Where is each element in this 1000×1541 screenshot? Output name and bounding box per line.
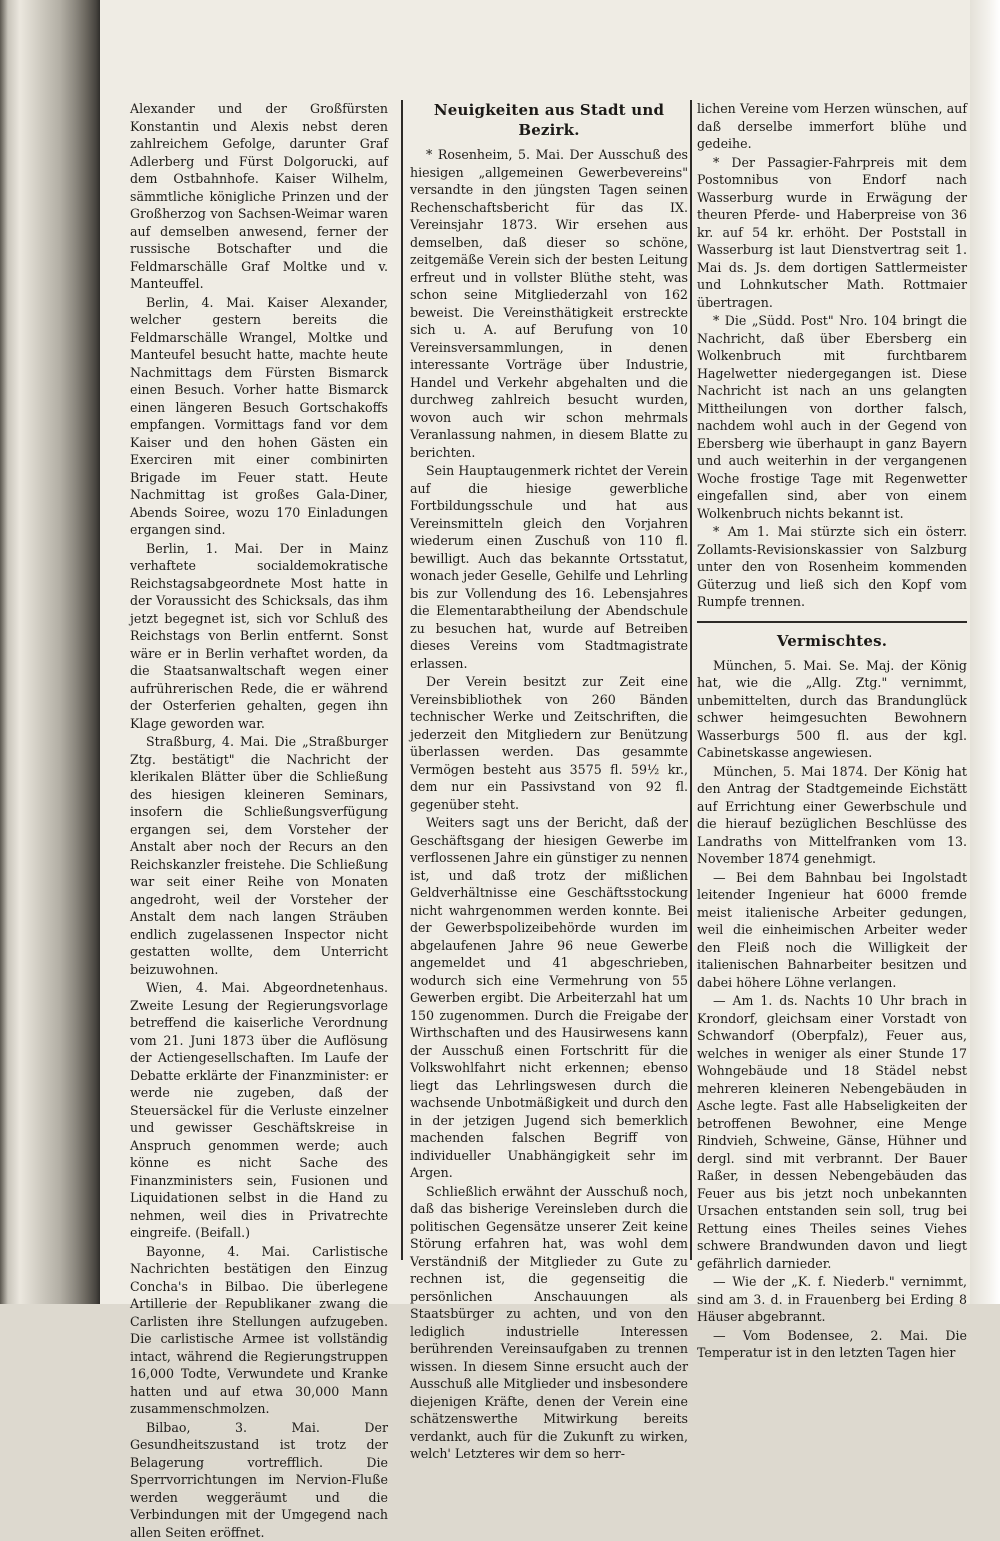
section-divider — [697, 621, 967, 623]
article-paragraph: München, 5. Mai. Se. Maj. der König hat, wie die „Allg. Ztg." vernimmt, unbemittelten, durch das Brandunglück schwer heimgesuchten Bewohnern Wasserburgs 500 fl. aus der kgl. Cabinetskasse angewiesen. — [697, 657, 967, 762]
article-paragraph: Schließlich erwähnt der Ausschuß noch, daß das bisherige Vereinsleben durch die politischen Gegensätze unserer Zeit keine Störung erfahren hat, was wohl dem Verständniß der Mitglieder zu Gute zu rechnen ist, die gegenseitig die persönlichen Anschauungen als Staatsbürger zu achten, und von den lediglich industrielle Interessen berührenden Vereinsaufgaben zu trennen wissen. In diesem Sinne ersucht auch der Ausschuß alle Mitglieder und insbesondere diejenigen Kräfte, denen der Verein eine schätzenswerthe Mitwirkung bereits verdankt, auch für die Zukunft zu wirken, welch' Letzteres wir dem so herr- — [410, 1183, 688, 1463]
article-paragraph: * Rosenheim, 5. Mai. Der Ausschuß des hiesigen „allgemeinen Gewerbevereins" versandte in den jüngsten Tagen seinen Rechenschaftsbericht für das IX. Vereinsjahr 1873. Wir ersehen aus demselben, daß dieser so schöne, zeitgemäße Verein sich der besten Leitung erfreut und in vollster Blüthe steht, was schon seine Mitgliederzahl von 162 beweist. Die Vereinsthätigkeit erstreckte sich u. A. auf Berufung von 10 Vereinsversammlungen, in denen interessante Vorträge über Industrie, Handel und Verkehr abgehalten und die durchweg zahlreich besucht wurden, wovon auch wir schon mehrmals Veranlassung nahmen, in diesem Blatte zu berichten. — [410, 146, 688, 461]
article-paragraph: Straßburg, 4. Mai. Die „Straßburger Ztg. bestätigt" die Nachricht der klerikalen Blätter über die Schließung des hiesigen kleineren Seminars, insofern die Schließungsverfügung ergangen sei, dem Vorsteher der Anstalt aber noch der Recurs an den Reichskanzler freistehe. Die Schließung war seit einer Reihe von Monaten angedroht, weil der Vorsteher der Anstalt dem nach langen Sträuben endlich zugelassenen Inspector nicht gestatten wollte, dem Unterricht beizuwohnen. — [130, 733, 388, 978]
article-paragraph: Der Verein besitzt zur Zeit eine Vereinsbibliothek von 260 Bänden technischer Werke und Zeitschriften, die jederzeit den Mitgliedern zur Benützung überlassen werden. Das gesammte Vermögen besteht aus 3575 fl. 59½ kr., dem nur ein Passivstand von 92 fl. gegenüber steht. — [410, 673, 688, 813]
article-paragraph: Bayonne, 4. Mai. Carlistische Nachrichten bestätigen den Einzug Concha's in Bilbao. Die überlegene Artillerie der Republikaner zwang die Carlisten ihre Stellungen aufzugeben. Die carlistische Armee ist vollständig intact, während die Regierungstruppen 16,000 Todte, Verwundete und Kranke hatten und auf etwa 30,000 Mann zusammenschmolzen. — [130, 1243, 388, 1418]
section-heading-miscellaneous: Vermischtes. — [697, 631, 967, 651]
column-rule-left — [401, 100, 403, 1260]
column-right — [697, 100, 967, 1290]
article-paragraph: Sein Hauptaugenmerk richtet der Verein auf die hiesige gewerbliche Fortbildungsschule und hat aus Vereinsmitteln gleich den Vorjahren wiederum einen Zuschuß von 110 fl. bewilligt. Auch das bekannte Ortsstatut, wonach jeder Geselle, Gehilfe und Lehrling bis zur Vollendung des 16. Lebensjahres die Elementarabtheilung der Abendschule zu besuchen hat, wurde auf Betreiben dieses Vereins vom Stadtmagistrate erlassen. — [410, 462, 688, 672]
article-paragraph: — Wie der „K. f. Niederb." vernimmt, sind am 3. d. in Frauenberg bei Erding 8 Häuser abgebrannt. — [697, 1273, 967, 1326]
article-paragraph: * Die „Südd. Post" Nro. 104 bringt die Nachricht, daß über Ebersberg ein Wolkenbruch mit furchtbarem Hagelwetter niedergegangen ist. Diese Nachricht ist nach an uns gelangten Mittheilungen von dorther falsch, nachdem wohl auch in der Gegend von Ebersberg wie überhaupt in ganz Bayern und auch weiterhin in der vergangenen Woche frostige Tage mit Regenwetter eingefallen sind, aber von einem Wolkenbruch nichts bekannt ist. — [697, 312, 967, 522]
article-paragraph: — Bei dem Bahnbau bei Ingolstadt leitender Ingenieur hat 6000 fremde meist italienische Arbeiter gedungen, weil die einheimischen Arbeiter weder den Fleiß noch die Willigkeit der italienischen Bahnarbeiter besitzen und dabei höhere Löhne verlangen. — [697, 869, 967, 992]
article-paragraph: Berlin, 4. Mai. Kaiser Alexander, welcher gestern bereits die Feldmarschälle Wrangel, Moltke und Manteufel besucht hatte, machte heute Nachmittags dem Fürsten Bismarck einen Besuch. Vorher hatte Bismarck einen längeren Besuch Gortschakoffs empfangen. Vormittags fand vor dem Kaiser und den hohen Gästen ein Exerciren mit einer combinirten Brigade im Feuer statt. Heute Nachmittag ist großes Gala-Diner, Abends Soiree, wozu 170 Einladungen ergangen sind. — [130, 294, 388, 539]
article-paragraph: Bilbao, 3. Mai. Der Gesundheitszustand ist trotz der Belagerung vortrefflich. Die Sperrvorrichtungen im Nervion-Fluße werden weggeräumt und die Verbindungen mit der Umgegend nach allen Seiten eröffnet. — [130, 1419, 388, 1541]
article-paragraph: Berlin, 1. Mai. Der in Mainz verhaftete socialdemokratische Reichstagsabgeordnete Most hatte in der Voraussicht des Schicksals, das ihm jetzt begegnet ist, sich vor Schluß des Reichstags von Berlin entfernt. Sonst wäre er in Berlin verhaftet worden, da die Staatsanwaltschaft wegen einer aufrührerischen Rede, die er während der Osterferien gehalten, gegen ihn Klage geworden war. — [130, 540, 388, 733]
column-left — [130, 100, 388, 1290]
article-paragraph: lichen Vereine vom Herzen wünschen, auf daß derselbe immerfort blühe und gedeihe. — [697, 100, 967, 153]
article-paragraph: Wien, 4. Mai. Abgeordnetenhaus. Zweite Lesung der Regierungsvorlage betreffend die kaiserliche Verordnung vom 21. Juni 1873 über die Auflösung der Actiengesellschaften. Im Laufe der Debatte erklärte der Finanzminister: er werde nie zugeben, daß der Steuersäckel für die Verluste einzelner und gewisser Geschäftskreise in Anspruch genommen werde; auch könne es nicht Sache des Finanzministers sein, Fusionen und Liquidationen selbst in die Hand zu nehmen, weil dies in Privatrechte eingreife. (Beifall.) — [130, 979, 388, 1242]
article-paragraph: * Der Passagier-Fahrpreis mit dem Postomnibus von Endorf nach Wasserburg wurde in Erwägung der theuren Pferde- und Haberpreise von 36 kr. auf 54 kr. erhöht. Der Poststall in Wasserburg ist laut Dienstvertrag seit 1. Mai ds. Js. dem dortigen Sattlermeister und Lohnkutscher Math. Rottmaier übertragen. — [697, 154, 967, 312]
section-heading-local-news: Neuigkeiten aus Stadt und Bezirk. — [410, 100, 688, 140]
article-paragraph: — Vom Bodensee, 2. Mai. Die Temperatur ist in den letzten Tagen hier — [697, 1327, 967, 1362]
article-paragraph: München, 5. Mai 1874. Der König hat den Antrag der Stadtgemeinde Eichstätt auf Errichtung einer Gewerbschule und die hierauf bezüglichen Beschlüsse des Landraths von Mittelfranken vom 13. November 1874 genehmigt. — [697, 763, 967, 868]
article-paragraph: Alexander und der Großfürsten Konstantin und Alexis nebst deren zahlreichem Gefolge, darunter Graf Adlerberg und Fürst Dolgorucki, auf dem Ostbahnhofe. Kaiser Wilhelm, sämmtliche königliche Prinzen und der Großherzog von Sachsen-Weimar waren auf demselben anwesend, ferner der russische Botschafter und die Feldmarschälle Graf Moltke und v. Manteuffel. — [130, 100, 388, 293]
article-paragraph: — Am 1. ds. Nachts 10 Uhr brach in Krondorf, gleichsam einer Vorstadt von Schwandorf (Oberpfalz), Feuer aus, welches in weniger als einer Stunde 17 Wohngebäude und 18 Städel nebst mehreren kleineren Nebengebäuden in Asche legte. Fast alle Habseligkeiten der betroffenen Bewohner, eine Menge Rindvieh, Schweine, Gänse, Hühner und dergl. sind mit verbrannt. Der Bauer Raßer, in dessen Nebengebäuden das Feuer aus bis jetzt noch unbekannten Ursachen entstanden sein soll, trug bei Rettung eines Theiles seines Viehes schwere Brandwunden davon und liegt gefährlich darnieder. — [697, 992, 967, 1272]
article-paragraph: * Am 1. Mai stürzte sich ein österr. Zollamts-Revisionskassier von Salzburg unter den von Rosenheim kommenden Güterzug und ließ sich den Kopf vom Rumpfe trennen. — [697, 523, 967, 611]
article-paragraph: Weiters sagt uns der Bericht, daß der Geschäftsgang der hiesigen Gewerbe im verflossenen Jahre ein günstiger zu nennen ist, und daß trotz der mißlichen Geldverhältnisse eine Geschäftsstockung nicht wahrgenommen werden konnte. Bei der Gewerbspolizeibehörde wurden im abgelaufenen Jahre 96 neue Gewerbe angemeldet und 41 abgeschrieben, wodurch sich eine Vermehrung von 55 Gewerben ergibt. Die Arbeiterzahl hat um 150 zugenommen. Durch die Freigabe der Wirthschaften und des Hausirwesens kann der Ausschuß einen Fortschritt für die Volkswohlfahrt nicht erkennen; ebenso liegt das Lehrlingswesen durch die wachsende Unbotmäßigkeit und durch den in der jetzigen Jugend sich bemerklich machenden falschen Begriff von individueller Unabhängigkeit sehr im Argen. — [410, 814, 688, 1182]
column-middle — [410, 100, 688, 1290]
book-binding-gutter — [0, 0, 100, 1304]
column-rule-right — [690, 100, 692, 1260]
page-edge — [970, 0, 1000, 1304]
